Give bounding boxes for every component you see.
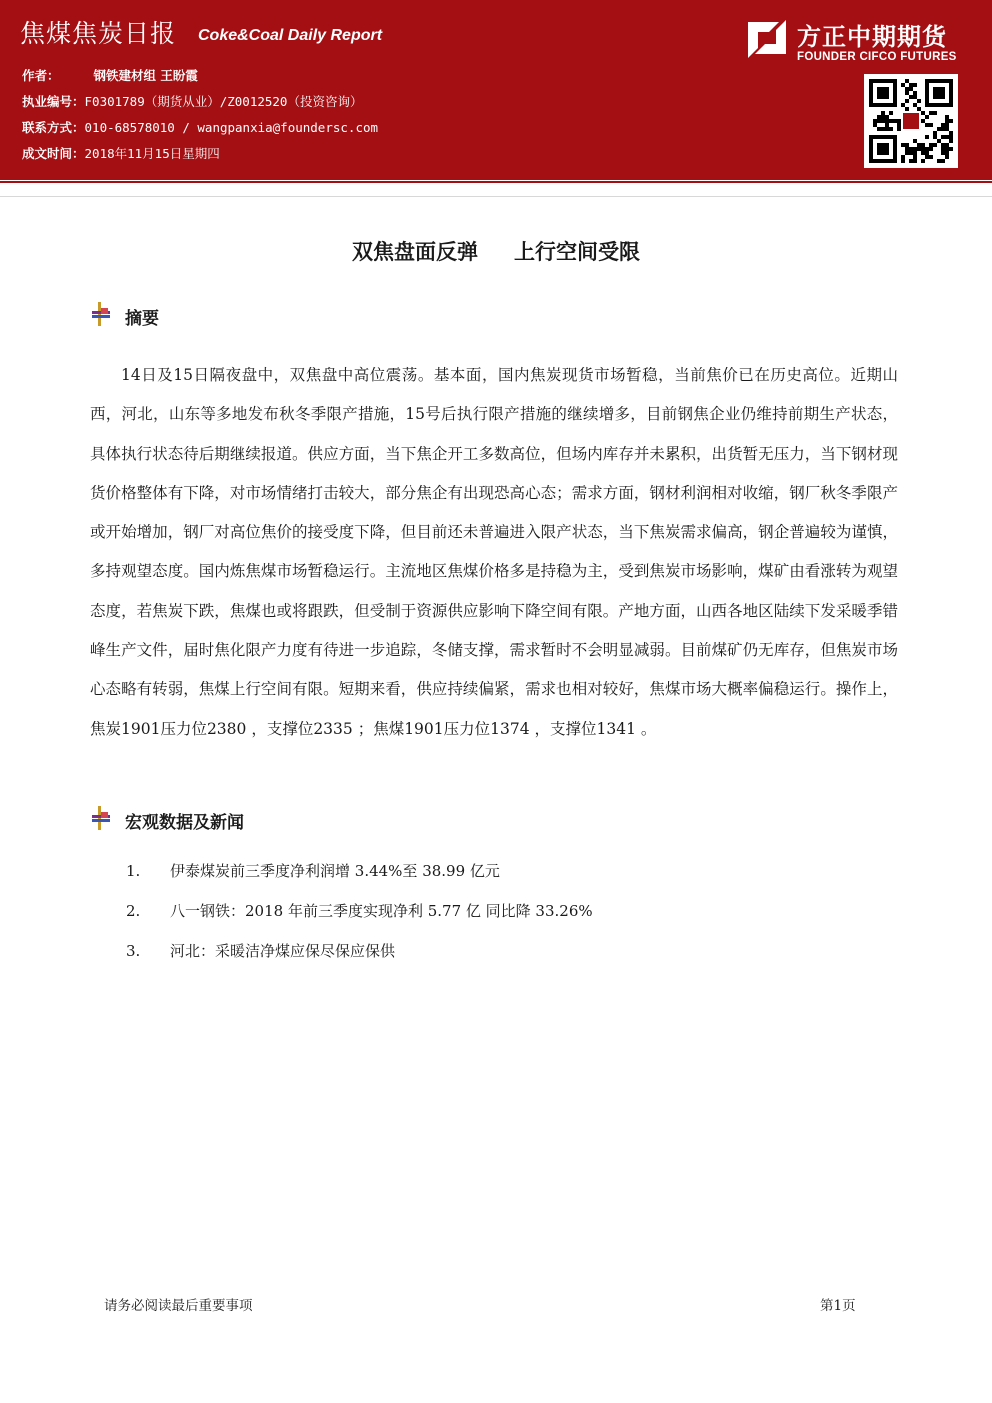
list-item-number: 3.	[126, 942, 141, 960]
page-number: 第1页	[820, 1298, 856, 1314]
author-value: 钢铁建材组 王盼霞	[93, 68, 198, 83]
list-item-number: 1.	[126, 862, 141, 880]
list-item-number: 2.	[126, 902, 141, 920]
qr-code-icon	[864, 74, 958, 168]
date-label: 成文时间：	[22, 146, 85, 161]
section-bullet-icon	[90, 302, 112, 326]
title-part-2: 上行空间受限	[514, 240, 640, 264]
summary-heading-label: 摘要	[125, 309, 159, 329]
author-row	[22, 66, 198, 84]
license-label: 执业编号：	[22, 94, 85, 109]
title-part-1: 双焦盘面反弹	[352, 240, 478, 264]
section-bullet-icon	[90, 806, 112, 830]
author-label: 作者：	[22, 68, 60, 83]
license-row	[22, 92, 362, 110]
license-value: F0301789（期货从业）/Z0012520（投资咨询）	[84, 94, 363, 109]
date-row	[22, 144, 220, 162]
list-item-text: 伊泰煤炭前三季度净利润增 3.44%至 38.99 亿元	[170, 862, 500, 880]
report-name: 焦煤焦炭日报	[20, 19, 177, 48]
contact-value[interactable]: 010-68578010 / wangpanxia@foundersc.com	[84, 120, 379, 135]
brand-name: 方正中期期货	[797, 23, 947, 51]
summary-paragraph: 14日及15日隔夜盘中，双焦盘中高位震荡。基本面，国内焦炭现货市场暂稳，当前焦价已在历史高位。近期山西，河北，山东等多地发布秋冬季限产措施，15号后执行限产措施的继续增多，目前钢焦企业仍维持前期生产状态，具体执行状态待后期继续报道。供应方面，当下焦企开工多数高位，但场内库存并未累积，出货暂无压力，当下钢材现货价格整体有下降，对市场情绪打击较大，部分焦企有出现恐高心态；需求方面，钢材利润相对收缩，钢厂秋冬季限产或开始增加，钢厂对高位焦价的接受度下降，但目前还未普遍进入限产状态，当下焦炭需求偏高，钢企普遍较为谨慎，多持观望态度。国内炼焦煤市场暂稳运行。主流地区焦煤价格多是持稳为主，受到焦炭市场影响，煤矿由看涨转为观望态度，若焦炭下跌，焦煤也或将跟跌，但受制于资源供应影响下降空间有限。产地方面，山西各地区陆续下发采暖季错峰生产文件，届时焦化限产力度有待进一步追踪，冬储支撑，需求暂时不会明显减弱。目前煤矿仍无库存，但焦炭市场心态略有转弱，焦煤上行空间有限。短期来看，供应持续偏紧，需求也相对较好，焦煤市场大概率偏稳运行。操作上， 焦炭1901压力位2380 ，支撑位2335 ；焦煤1901压力位1374 ，支撑位1341 。	[90, 366, 898, 738]
contact-label: 联系方式：	[22, 120, 85, 135]
header-divider	[0, 181, 992, 183]
page-title	[0, 236, 992, 266]
report-name-en: Coke&Coal Daily Report	[198, 27, 383, 44]
header-divider-thin	[0, 196, 992, 197]
founder-logo-icon	[745, 18, 789, 60]
footer-notice: 请务必阅读最后重要事项	[104, 1298, 253, 1314]
date-value: 2018年11月15日星期四	[84, 146, 220, 161]
macro-heading-label: 宏观数据及新闻	[125, 813, 244, 833]
list-item-text: 河北：采暖洁净煤应保尽保应保供	[170, 942, 396, 960]
list-item-text: 八一钢铁：2018 年前三季度实现净利 5.77 亿 同比降 33.26%	[170, 902, 593, 920]
contact-row	[22, 118, 378, 136]
brand-name-en: FOUNDER CIFCO FUTURES	[797, 51, 957, 63]
